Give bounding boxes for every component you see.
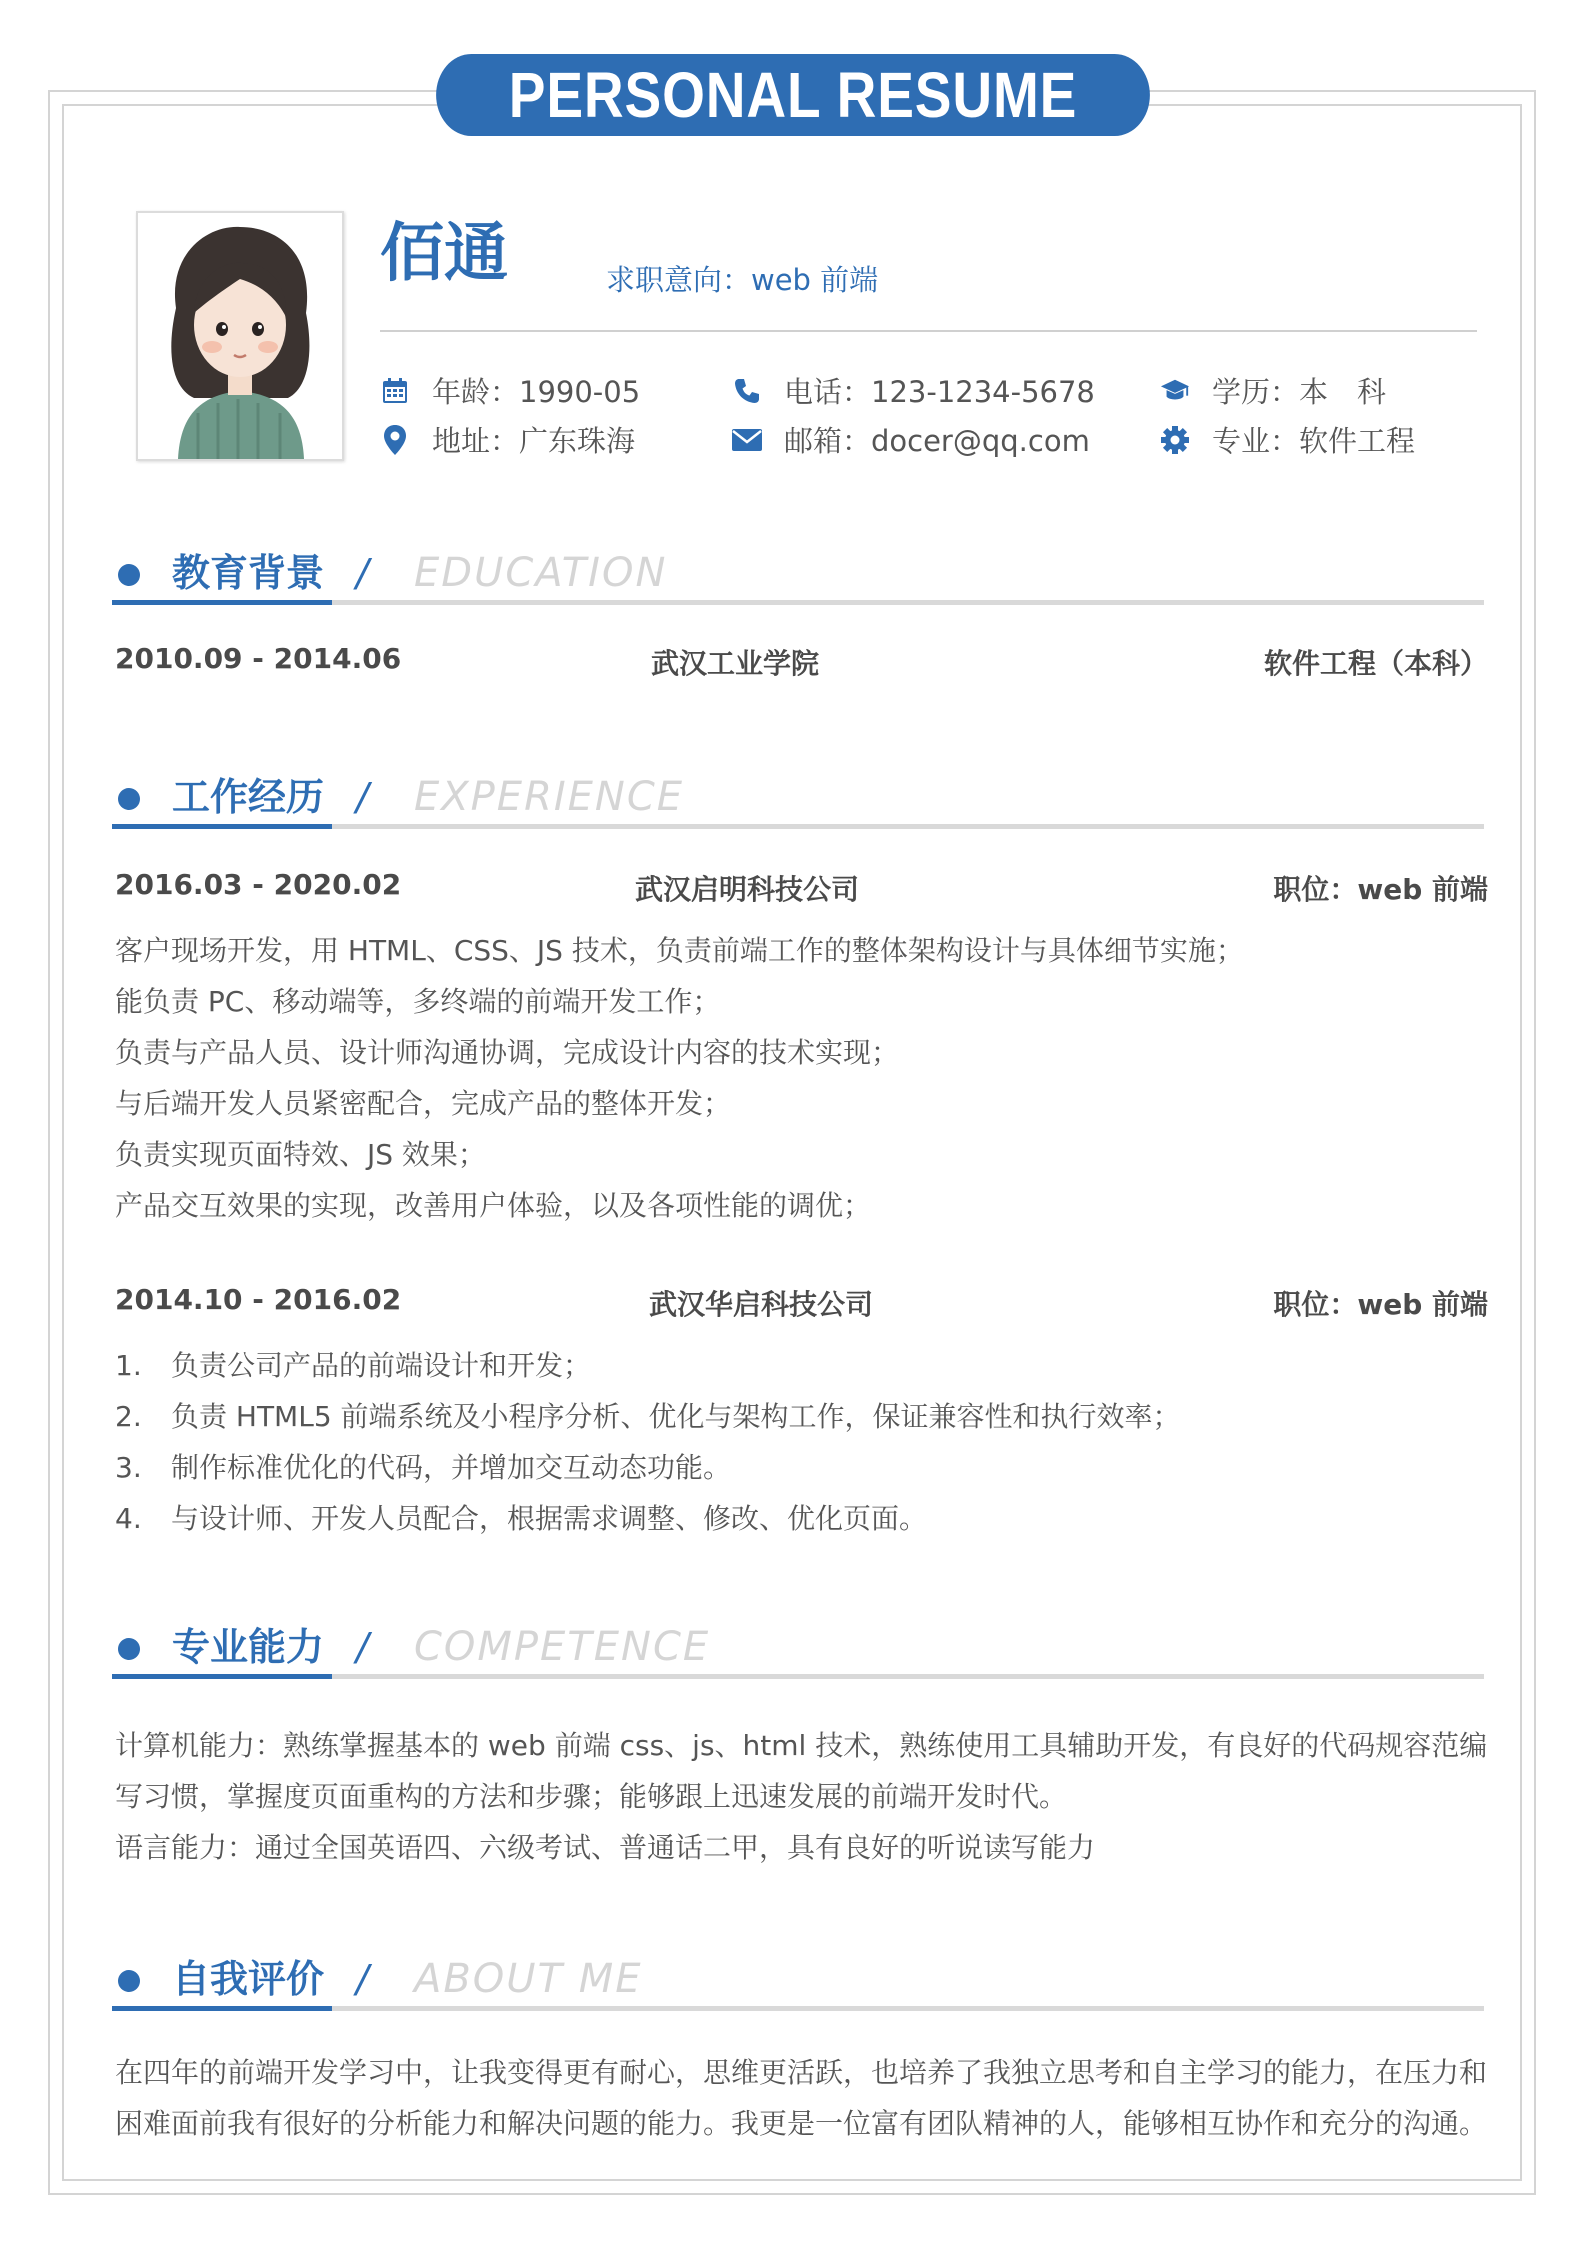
job-duty: 负责与产品人员、设计师沟通协调，完成设计内容的技术实现； [115, 1036, 900, 1069]
section-bullet [118, 1638, 140, 1660]
job-period: 2016.03 - 2020.02 [115, 868, 402, 901]
resume-title: PERSONAL RESUME [436, 54, 1150, 136]
email-text: 邮箱：docer@qq.com [784, 424, 1090, 458]
duty-number: 2. [115, 1400, 142, 1433]
numbered-duty [115, 1497, 927, 1537]
section-competence-header [112, 1622, 1484, 1684]
job-duty: 能负责 PC、移动端等，多终端的前端开发工作； [115, 985, 721, 1018]
header-divider [380, 330, 1477, 332]
job-row [115, 868, 1488, 908]
major-text: 专业：软件工程 [1212, 424, 1416, 458]
duty-number: 1. [115, 1349, 142, 1382]
section-title-en: ABOUT ME [414, 1956, 643, 2002]
about-line: 困难面前我有很好的分析能力和解决问题的能力。我更是一位富有团队精神的人，能够相互协作和充分的沟通。 [115, 2107, 1488, 2140]
section-bullet [118, 1970, 140, 1992]
info-phone [732, 370, 1095, 411]
numbered-duty [115, 1344, 591, 1384]
job-duty: 产品交互效果的实现，改善用户体验，以及各项性能的调优； [115, 1189, 872, 1222]
section-slash: / [356, 551, 369, 595]
competence-line: 计算机能力：熟练掌握基本的 web 前端 css、js、html 技术，熟练使用工具辅助开发，有良好的代码规容范编 [115, 1729, 1488, 1762]
job-duty: 负责实现页面特效、JS 效果； [115, 1138, 486, 1171]
section-slash: / [356, 1625, 369, 1669]
about-line: 在四年的前端开发学习中，让我变得更有耐心，思维更活跃，也培养了我独立思考和自主学习的能力，在压力和 [115, 2056, 1488, 2089]
section-title-cn: 自我评价 [172, 1957, 325, 2001]
candidate-name: 佰通 [380, 217, 508, 291]
section-title-cn: 教育背景 [172, 551, 325, 595]
numbered-duty [115, 1446, 731, 1486]
section-rule-accent [112, 600, 332, 605]
degree-text: 学历：本 科 [1212, 375, 1387, 409]
phone-icon [732, 376, 762, 406]
address-text: 地址：广东珠海 [432, 424, 636, 458]
info-major [1160, 419, 1415, 460]
education-major: 软件工程（本科） [1263, 647, 1488, 680]
section-about-header [112, 1954, 1484, 2016]
section-rule-accent [112, 2006, 332, 2011]
job-position: 职位：web 前端 [1273, 873, 1488, 906]
section-education-header [112, 548, 1484, 610]
calendar-icon [380, 376, 410, 406]
info-age [380, 370, 640, 411]
section-rule-accent [112, 1674, 332, 1679]
section-title-en: EDUCATION [414, 550, 668, 596]
competence-line: 写习惯，掌握度页面重构的方法和步骤；能够跟上迅速发展的前端开发时代。 [115, 1780, 1068, 1813]
section-bullet [118, 788, 140, 810]
section-experience-header [112, 772, 1484, 834]
location-pin-icon [380, 425, 410, 455]
duty-number: 4. [115, 1502, 142, 1535]
duty-text: 与设计师、开发人员配合，根据需求调整、修改、优化页面。 [171, 1502, 928, 1535]
numbered-duty [115, 1395, 1181, 1435]
job-company: 武汉华启科技公司 [649, 1288, 874, 1321]
section-title-cn: 工作经历 [172, 775, 325, 819]
info-degree [1160, 370, 1386, 411]
job-period: 2014.10 - 2016.02 [115, 1283, 402, 1316]
graduation-cap-icon [1160, 376, 1190, 406]
duty-text: 制作标准优化的代码，并增加交互动态功能。 [171, 1451, 732, 1484]
education-period: 2010.09 - 2014.06 [115, 642, 402, 675]
avatar-illustration [138, 213, 342, 459]
duty-number: 3. [115, 1451, 142, 1484]
info-address [380, 419, 635, 460]
section-title-en: COMPETENCE [414, 1624, 711, 1670]
section-bullet [118, 564, 140, 586]
section-slash: / [356, 775, 369, 819]
job-row [115, 1283, 1488, 1323]
section-slash: / [356, 1957, 369, 2001]
job-duty: 与后端开发人员紧密配合，完成产品的整体开发； [115, 1087, 732, 1120]
job-position: 职位：web 前端 [1273, 1288, 1488, 1321]
competence-line: 语言能力：通过全国英语四、六级考试、普通话二甲，具有良好的听说读写能力 [115, 1831, 1096, 1864]
avatar-photo [136, 211, 344, 461]
phone-text: 电话：123-1234-5678 [784, 375, 1095, 409]
age-text: 年龄：1990-05 [432, 375, 641, 409]
gear-icon [1160, 425, 1190, 455]
info-email [732, 419, 1090, 460]
job-intent: 求职意向：web 前端 [606, 263, 879, 297]
section-title-en: EXPERIENCE [414, 774, 685, 820]
education-row [115, 642, 1488, 682]
education-school: 武汉工业学院 [651, 647, 820, 680]
section-title-cn: 专业能力 [172, 1625, 325, 1669]
job-duty: 客户现场开发，用 HTML、CSS、JS 技术，负责前端工作的整体架构设计与具体细节实施； [115, 934, 1244, 967]
job-company: 武汉启明科技公司 [635, 873, 860, 906]
section-rule-accent [112, 824, 332, 829]
envelope-icon [732, 425, 762, 455]
duty-text: 负责公司产品的前端设计和开发； [171, 1349, 592, 1382]
duty-text: 负责 HTML5 前端系统及小程序分析、优化与架构工作，保证兼容性和执行效率； [171, 1400, 1181, 1433]
